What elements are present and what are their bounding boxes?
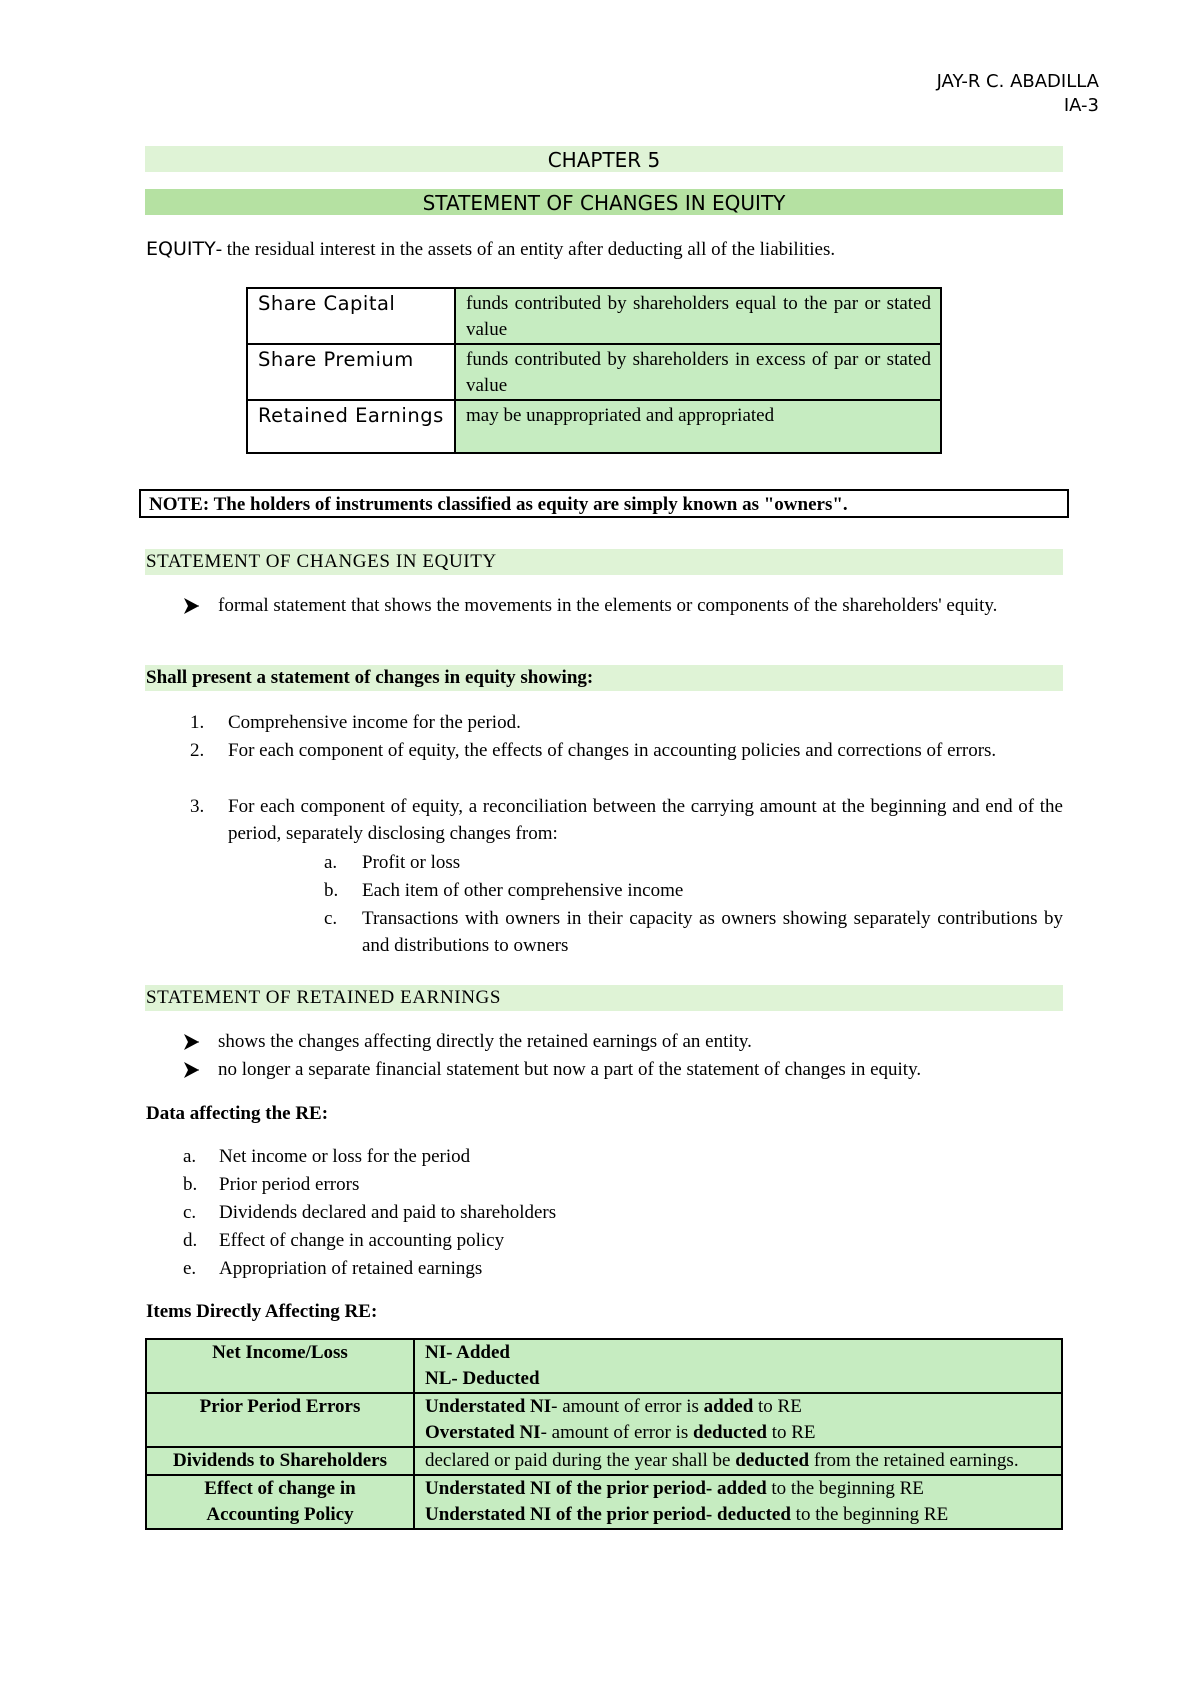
- item-text: Each item of other comprehensive income: [362, 880, 684, 901]
- list-item: [183, 1171, 359, 1198]
- row-content: [414, 1339, 1062, 1393]
- list-item: [183, 1056, 1063, 1083]
- row-label-line: Accounting Policy: [206, 1504, 354, 1525]
- item-text: Net income or loss for the period: [219, 1146, 471, 1167]
- data-affecting-heading: Data affecting the RE:: [146, 1103, 329, 1124]
- item-text: Prior period errors: [219, 1174, 360, 1195]
- component-name: Retained Earnings: [247, 400, 455, 453]
- table-row: [247, 288, 941, 344]
- row-content: [414, 1393, 1062, 1447]
- soce-heading-text: STATEMENT OF CHANGES IN EQUITY: [146, 551, 497, 572]
- equity-term: EQUITY: [146, 238, 216, 260]
- item-letter: a.: [183, 1146, 197, 1167]
- component-description: may be unappropriated and appropriated: [455, 400, 941, 453]
- document-header: [937, 70, 1099, 118]
- item-letter: a.: [324, 852, 338, 873]
- items-affecting-heading: Items Directly Affecting RE:: [146, 1301, 378, 1322]
- dividends-text: declared or paid during the year shall be: [425, 1450, 736, 1471]
- understated-text: - amount of error is: [551, 1396, 704, 1417]
- item-text: Transactions with owners in their capacity as owners showing separately contributions by and distributions to owners: [362, 908, 1063, 956]
- component-name: Share Premium: [247, 344, 455, 400]
- list-item: [183, 1028, 1063, 1055]
- equity-text: - the residual interest in the assets of an entity after deducting all of the liabilities.: [215, 239, 836, 260]
- nl-deducted-text: NL- Deducted: [425, 1368, 540, 1389]
- table-row: [247, 344, 941, 400]
- item-text: For each component of equity, a reconciliation between the carrying amount at the beginning and end of the period, separately disclosing changes from:: [228, 796, 1063, 844]
- policy-added-label: Understated NI of the prior period- added: [425, 1478, 767, 1499]
- item-number: 1.: [190, 712, 205, 733]
- list-item: [324, 905, 1063, 959]
- owners-note: NOTE: The holders of instruments classified as equity are simply known as "owners".: [139, 489, 1069, 518]
- policy-added-end: to the beginning RE: [766, 1478, 924, 1499]
- list-item: [183, 1227, 504, 1254]
- understated-end: to RE: [753, 1396, 802, 1417]
- row-content: [414, 1447, 1062, 1475]
- list-item: [183, 1255, 482, 1282]
- soce-present-heading: [145, 665, 1063, 691]
- item-text: Comprehensive income for the period.: [228, 712, 521, 733]
- sore-heading: [145, 985, 1063, 1011]
- soce-bullet-text: formal statement that shows the movements in the elements or components of the shareholders' equity.: [218, 595, 998, 616]
- dividends-deducted-word: deducted: [735, 1450, 810, 1471]
- component-name: Share Capital: [247, 288, 455, 344]
- item-text: Appropriation of retained earnings: [219, 1258, 483, 1279]
- item-letter: c.: [183, 1202, 197, 1223]
- item-letter: e.: [183, 1258, 197, 1279]
- course-code: IA-3: [1063, 95, 1099, 116]
- table-row: [146, 1447, 1062, 1475]
- row-label: Prior Period Errors: [146, 1393, 414, 1447]
- arrow-bullet-icon: [183, 592, 201, 623]
- list-item: [190, 737, 1063, 764]
- author-name: JAY-R C. ABADILLA: [936, 71, 1099, 92]
- sore-bullet-text: shows the changes affecting directly the retained earnings of an entity.: [218, 1031, 752, 1052]
- item-text: Effect of change in accounting policy: [219, 1230, 505, 1251]
- sore-heading-text: STATEMENT OF RETAINED EARNINGS: [146, 987, 502, 1008]
- table-row: [146, 1475, 1062, 1529]
- dividends-end: from the retained earnings.: [809, 1450, 1019, 1471]
- list-item: [183, 592, 1063, 619]
- row-label: Net Income/Loss: [146, 1339, 414, 1393]
- soce-heading: [145, 549, 1063, 575]
- soce-present-heading-text: Shall present a statement of changes in equity showing:: [146, 667, 594, 688]
- item-number: 2.: [190, 740, 205, 761]
- policy-deducted-label: Understated NI of the prior period- deducted: [425, 1504, 791, 1525]
- deducted-word: deducted: [693, 1422, 767, 1443]
- equity-components-table: [246, 287, 942, 454]
- table-row: [146, 1339, 1062, 1393]
- list-item: [324, 849, 1063, 876]
- row-label: [146, 1475, 414, 1529]
- item-text: Dividends declared and paid to shareholders: [219, 1202, 557, 1223]
- row-content: [414, 1475, 1062, 1529]
- row-label: Dividends to Shareholders: [146, 1447, 414, 1475]
- overstated-text: - amount of error is: [540, 1422, 694, 1443]
- table-row: [247, 400, 941, 453]
- re-items-table: [145, 1338, 1063, 1530]
- row-label-line: Effect of change in: [204, 1478, 356, 1499]
- list-item: [183, 1199, 556, 1226]
- policy-deducted-end: to the beginning RE: [790, 1504, 949, 1525]
- sore-bullet-text: no longer a separate financial statement but now a part of the statement of changes in equity.: [218, 1059, 922, 1080]
- item-letter: b.: [183, 1174, 198, 1195]
- chapter-title: CHAPTER 5: [145, 146, 1063, 172]
- list-item: [324, 877, 1063, 904]
- understated-label: Understated NI: [425, 1396, 552, 1417]
- table-row: [146, 1393, 1062, 1447]
- item-letter: d.: [183, 1230, 198, 1251]
- added-word: added: [703, 1396, 754, 1417]
- item-letter: b.: [324, 880, 339, 901]
- list-item: [190, 793, 1063, 847]
- equity-definition: [146, 236, 835, 263]
- component-description: funds contributed by shareholders in excess of par or stated value: [455, 344, 941, 400]
- item-text: Profit or loss: [362, 852, 461, 873]
- ni-added-text: NI- Added: [425, 1342, 510, 1363]
- item-letter: c.: [324, 908, 338, 929]
- list-item: [183, 1143, 470, 1170]
- arrow-bullet-icon: [183, 1028, 201, 1059]
- overstated-end: to RE: [766, 1422, 816, 1443]
- list-item: [190, 709, 1063, 736]
- item-number: 3.: [190, 796, 205, 817]
- item-text: For each component of equity, the effects of changes in accounting policies and corrections of errors.: [228, 740, 997, 761]
- arrow-bullet-icon: [183, 1056, 201, 1087]
- overstated-label: Overstated NI: [425, 1422, 541, 1443]
- main-title: STATEMENT OF CHANGES IN EQUITY: [145, 189, 1063, 215]
- component-description: funds contributed by shareholders equal to the par or stated value: [455, 288, 941, 344]
